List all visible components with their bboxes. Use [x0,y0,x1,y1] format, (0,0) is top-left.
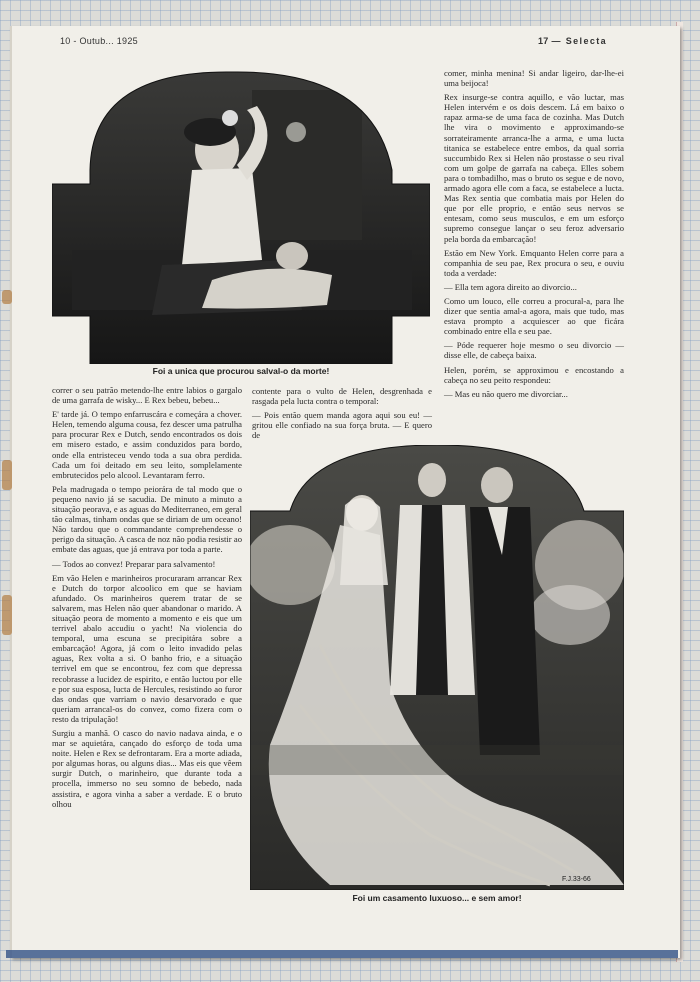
article-column-left [52,385,242,813]
photo-rescue-scene [52,70,430,364]
paragraph: — Todos ao convez! Preparar para salvamento! [52,558,216,569]
paragraph: — Póde requerer hoje mesmo o seu divorcio — disse elle, de cabeça baixa. [444,340,624,361]
page-header-left: 10 - Outub... 1925 [60,36,138,46]
paragraph: contente para o vulto de Helen, desgrenhada e rasgada pela lucta contra o temporal: [252,386,432,407]
photo-stamp: F.J.33-66 [562,876,591,883]
photo-wedding-scene [250,445,624,890]
paper-stain [2,595,12,635]
paragraph: Rex insurge-se contra aquillo, e vão luctar, mas Helen intervém e os dois descem. Lá em baixo o rapaz arma-se de uma faca de cozinha. Mas Dutch lhe vira o movimento e approximando-se sorrateiramente arranca-lhe a arma, e uma lucta titanica se estabelece entre embos, da qual sorria succumbido Rex si Helen não prostasse o seu rival com um golpe de garrafa na cabeça. Elles sobem para o tombadilho, mas o bruto os segue e de novo, armado agora elle com a faca, se estabelece a lucta. Mas Rex sentia que combatia mais por Helen do que por elle proprio, e então seus nervos se entesam, como seus musculos, e em um esforço supremo consegue lançar o seu feroz adversario pela borda da embarcação! [444,92,624,244]
paper-stain [2,290,12,304]
photo-caption: Foi a unica que procurou salval-o da morte! [152,366,330,376]
page-bottom-edge [6,950,678,958]
photo-caption: Foi um casamento luxuoso... e sem amor! [352,893,522,903]
article-column-middle [252,386,432,444]
paper-stain [2,460,12,490]
page-number: 17 [538,36,549,46]
page-header-right [538,36,607,46]
paragraph: Como um louco, elle correu a procural-a, para lhe dizer que sentia amal-a agora, mais que tudo, mas estava prompto a acquiescer ao que ficára combinado entre ella e seu pae. [444,295,624,337]
paragraph: Estão em New York. Emquanto Helen corre para a companhia de seu pae, Rex procura o seu, e ouviu toda a verdade: [444,247,624,278]
paragraph: Surgiu a manhã. O casco do navio nadava ainda, e o mar se aquietára, cançado do esforço de toda uma noite. Helen e Rex se defrontaram. Era a morte adiada, por algumas horas, ou alguns dias... Mas eis que vêem surgir Dutch, o marinheiro, que durante toda a procella, immerso no seu somno de bebedo, nada assistira, e agora vinha a saber a verdade. E o bruto olhou [52,728,242,809]
paragraph: Em vão Helen e marinheiros procuraram arrancar Rex e Dutch do torpor alcoolico em que se haviam afundado. Os marinheiros querem tratar de se salvarem, mas Helen não quer abandonar o marido. A situação peora de momento a momento e eis que um terrivel abalo accudiu o yacht! Na violencia do temporal, uma escuna se precipitára sobre a embarcação! Agora, já com o leito invadido pelas aguas, Rex volta a si. O banho frio, e a situação terrivel em que se encontrou, fez com que depressa recobrasse a lucidez de espirito, e então luctou por elle e por sua esposa, lucta de Hercules, resistindo ao furor das ondas que varriam o navio desarvorado e que queriam arrancal-os do convez, como fizera com o resto da tripulação! [52,572,242,724]
paragraph: Helen, porém, se approximou e encostando a cabeça no seu peito respondeu: [444,364,624,385]
paragraph: correr o seu patrão metendo-lhe entre labios o gargalo de uma garrafa de wisky... E Rex bebeu, bebeu... [52,385,242,406]
paragraph: comer, minha menina! Si andar ligeiro, dar-lhe-ei uma beijoca! [444,68,624,89]
paragraph: E' tarde já. O tempo enfarruscára e começára a chover. Helen, temendo alguma cousa, fez descer uma patrulha para procurar Rex e Dutch, sendo encontrados os dois em misero estado, e assim conduzidos para bordo, onde ella entristeceu vendo toda a sua obra perdida. Cada um foi deitado em seu leito, somplelamente embrutecidos pelo alcool. Levantaram ferro. [52,409,242,480]
paragraph: — Pois então quem manda agora aqui sou eu! — gritou elle confiado na sua força bruta. — E quero de [252,410,432,441]
article-column-right [444,68,624,403]
magazine-name: — Selecta [551,36,608,46]
paragraph: — Ella tem agora direito ao divorcio... [444,281,577,292]
paragraph: — Mas eu não quero me divorciar... [444,388,568,399]
paragraph: Pela madrugada o tempo peiorára de tal modo que o pequeno navio já se sacudia. De minuto a minuto a situação peorava, e as aguas do Mediterraneo, em geral tão calmas, tinham ondas que se diriam de um oceano! Não tardou que o commandante comprehendesse o perigo da situação. A casca de noz não podia resistir ao embate das aguas, que já entrava por toda a parte. [52,483,242,555]
